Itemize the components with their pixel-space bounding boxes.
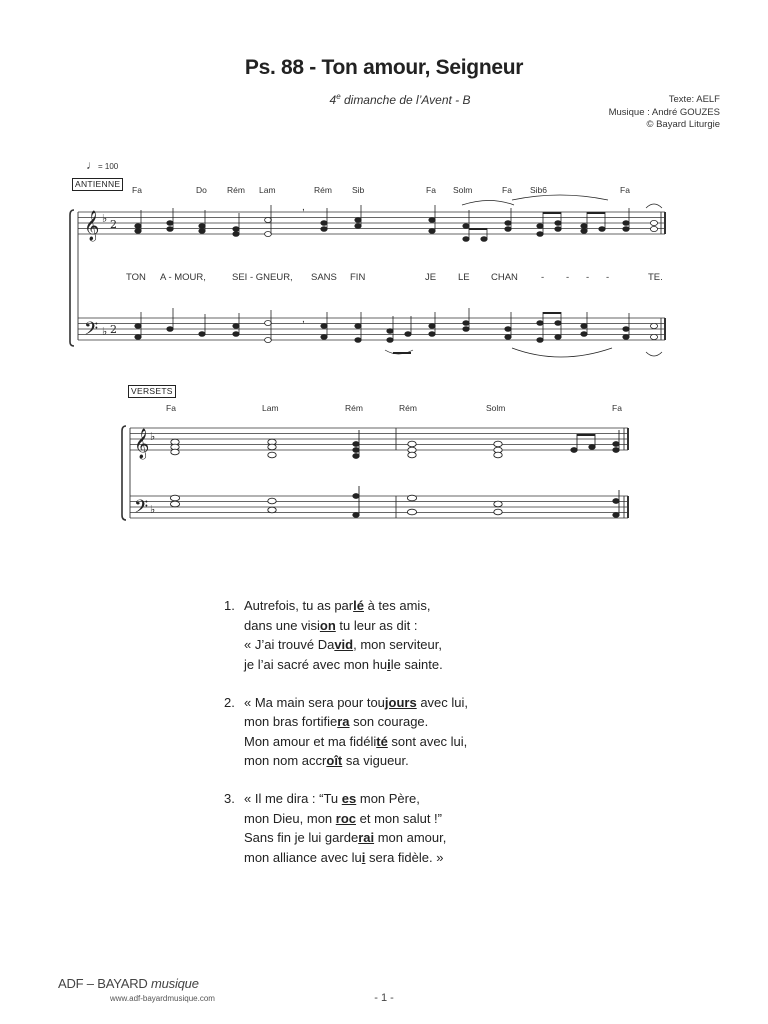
stanza-number: 1. — [224, 598, 235, 613]
lyric-syllable: - — [606, 272, 610, 283]
system-brace — [70, 210, 74, 346]
flat-icon: ♭ — [102, 326, 108, 338]
antienne-chord: Solm — [453, 185, 473, 195]
antienne-bass-staff — [78, 318, 665, 340]
lyric-syllable: - — [586, 272, 590, 283]
stanza — [224, 596, 468, 674]
lyric-syllable: TE. — [648, 272, 663, 283]
lyric-syllable: A - MOUR, — [160, 272, 206, 283]
antienne-chord: Fa — [620, 185, 630, 195]
quarter-note-icon: ♩ — [86, 158, 98, 172]
publisher-url[interactable]: www.adf-bayardmusique.com — [110, 994, 215, 1003]
treble-clef-icon: 𝄞 — [84, 211, 100, 241]
lyric-syllable: LE — [458, 272, 470, 283]
bass-clef-icon: 𝄢 — [84, 319, 99, 344]
stanza-line: mon nom accroît sa vigueur. — [244, 753, 409, 768]
subtitle: 4e dimanche de l’Avent - B — [329, 92, 471, 107]
lyric-syllable: - — [541, 272, 545, 283]
page-number: - 1 - — [374, 992, 394, 1004]
lyric-syllable: SEI - GNEUR, — [232, 272, 293, 283]
antienne-bass-notes — [135, 308, 658, 353]
lyric-syllable: - — [566, 272, 570, 283]
antienne-chord: Sib6 — [530, 185, 548, 195]
antienne-chord: Fa — [132, 185, 142, 195]
breath-mark-icon: , — [302, 314, 305, 325]
stanza-line: Sans fin je lui garderai mon amour, — [244, 830, 447, 845]
breath-mark-icon: , — [302, 202, 305, 213]
versets-label: VERSETS — [128, 385, 176, 398]
system-brace — [122, 426, 126, 520]
versets-chord: Fa — [166, 403, 176, 413]
publisher-logo: ADF – BAYARD musique — [58, 976, 199, 991]
stanza-number: 3. — [224, 791, 235, 806]
versets-chord: Solm — [486, 403, 506, 413]
credit-text: Texte: AELF — [668, 94, 720, 105]
stanza-line: « J’ai trouvé David, mon serviteur, — [244, 637, 442, 652]
stanza-line: Autrefois, tu as parlé à tes amis, — [244, 598, 431, 613]
stanza — [224, 789, 468, 867]
stanza-line: mon alliance avec lui sera fidèle. » — [244, 849, 444, 865]
lyric-syllable: TON — [126, 272, 146, 283]
tempo-marking: ♩= 100 — [86, 158, 119, 172]
antienne-chord: Lam — [259, 185, 276, 195]
lyric-syllable: JE — [425, 272, 437, 283]
cut-time-icon: 2 — [110, 323, 117, 336]
versets-chord: Lam — [262, 403, 279, 413]
versets-treble-staff — [130, 428, 628, 450]
antienne-chord: Sib — [352, 185, 365, 195]
versets-chord: Rém — [345, 403, 363, 413]
antienne-chord: Rém — [314, 185, 332, 195]
antienne-treble-slurs — [462, 195, 662, 208]
versets-chord: Rém — [399, 403, 417, 413]
antienne-chord: Rém — [227, 185, 245, 195]
antienne-bass-slurs — [385, 348, 662, 357]
treble-clef-icon: 𝄞 — [134, 429, 150, 459]
page-title: Ps. 88 - Ton amour, Seigneur — [244, 56, 524, 79]
stanza-line: mon Dieu, mon roc et mon salut !” — [244, 810, 442, 826]
cut-time-icon: 2 — [110, 218, 117, 231]
stanza-line: « Il me dira : “Tu es mon Père, — [244, 791, 420, 806]
antienne-chord: Do — [196, 185, 207, 195]
antienne-label: ANTIENNE — [72, 178, 123, 191]
lyric-syllable: SANS — [311, 272, 337, 283]
credit-music: Musique : André GOUZES — [608, 106, 720, 118]
stanzas — [224, 596, 468, 886]
stanza-number: 2. — [224, 694, 235, 710]
versets-chord: Fa — [612, 403, 622, 413]
flat-icon: ♭ — [150, 504, 156, 516]
stanza-line: « Ma main sera pour toujours avec lui, — [244, 694, 469, 710]
stanza-line: mon bras fortifiera son courage. — [244, 714, 429, 729]
stanza-line: je l’ai sacré avec mon huile sainte. — [244, 656, 443, 672]
credit-copyright: © Bayard Liturgie — [646, 119, 720, 130]
stanza-line: dans une vision tu leur as dit : — [244, 617, 418, 633]
stanza-line: Mon amour et ma fidélité sont avec lui, — [244, 733, 468, 749]
lyric-syllable: CHAN — [491, 272, 518, 283]
lyric-syllable: FIN — [350, 272, 366, 283]
flat-icon: ♭ — [150, 431, 156, 443]
antienne-chord: Fa — [502, 185, 512, 195]
bass-clef-icon: 𝄢 — [134, 497, 149, 522]
versets-bass-staff — [130, 496, 628, 518]
antienne-treble-staff — [78, 212, 665, 234]
stanza — [224, 693, 468, 771]
antienne-chord: Fa — [426, 185, 436, 195]
flat-icon: ♭ — [102, 213, 108, 225]
